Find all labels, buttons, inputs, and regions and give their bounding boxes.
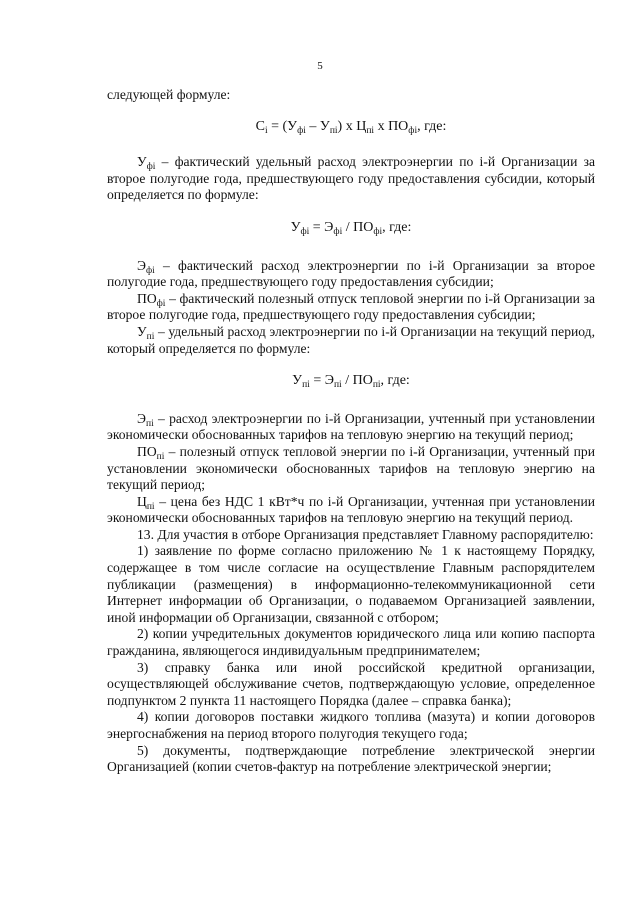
formula-subsidy: $C_i = (У_{фi} - У_{пi})$ x $Ц_{пi}$ x $ПО_{фi}$, где: [255, 118, 447, 136]
definition-e-pi: $Э_{пi}$ – расход электроэнергии по i-й Организации, учтенный при установлении экономически обоснованных тарифов на тепловую энергию на текущий период; [107, 410, 595, 443]
formula-u-phi: $У_{фi} = Э_{фi} / ПО_{фi}$, где: [290, 219, 412, 237]
definition-po-phi: $ПО_{фi}$ – фактический полезный отпуск тепловой энергии по i-й Организации за второе полугодие года, предшествующего году предоставления субсидии; [107, 290, 595, 323]
definition-c-pi: $Ц_{пi}$ – цена без НДС 1 кВт*ч по i-й Организации, учтенная при установлении экономически обоснованных тарифов на тепловую энергию на текущий период. [107, 493, 595, 526]
list-item: 2) копии учредительных документов юридического лица или копию паспорта гражданина, являющегося индивидуальным предпринимателем; [107, 626, 595, 659]
document-body [107, 87, 595, 776]
definition-e-phi: $Э_{фi}$ – фактический расход электроэнергии по i-й Организации за второе полугодие года, предшествующего году предоставления субсидии; [107, 257, 595, 290]
definition-u-pi: $У_{пi}$ – удельный расход электроэнергии по i-й Организации на текущий период, который определяется по формуле: [107, 323, 595, 356]
list-item: 1) заявление по форме согласно приложению № 1 к настоящему Порядку, содержащее в том числе согласие на осуществление Главным распорядителем публикации (размещения) в информационно-телекоммуникационной сети Интернет информации об Организации, о подаваемом Организацией заявлении, иной информации об Организации, связанной с отбором; [107, 543, 595, 625]
intro-text: следующей формуле: [107, 87, 231, 102]
page-number: 5 [317, 60, 323, 72]
definition-po-pi: $ПО_{пi}$ – полезный отпуск тепловой энергии по i-й Организации, учтенный при установлении экономически обоснованных тарифов на тепловую энергию на текущий период; [107, 443, 595, 493]
list-item: 5) документы, подтверждающие потребление электрической энергии Организацией (копии счетов-фактур на потребление электрической энергии; [107, 742, 595, 775]
formula-u-pi: $У_{пi} = Э_{пi} / ПО_{пi}$, где: [292, 373, 410, 391]
paragraph-13: 13. Для участия в отборе Организация представляет Главному распорядителю: [137, 526, 594, 542]
list-item: 4) копии договоров поставки жидкого топлива (мазута) и копии договоров энергоснабжения на период второго полугодия текущего года; [107, 709, 595, 741]
list-item: 3) справку банка или иной российской кредитной организации, осуществляющей обслуживание счетов, подтверждающую условие, определенное подпунктом 2 пункта 11 настоящего Порядка (далее – справка банка); [107, 659, 595, 708]
definition-u-phi: $У_{фi}$ – фактический удельный расход электроэнергии по i-й Организации за второе полугодие года, предшествующего году предоставления субсидии, который определяется по формуле: [107, 154, 595, 203]
